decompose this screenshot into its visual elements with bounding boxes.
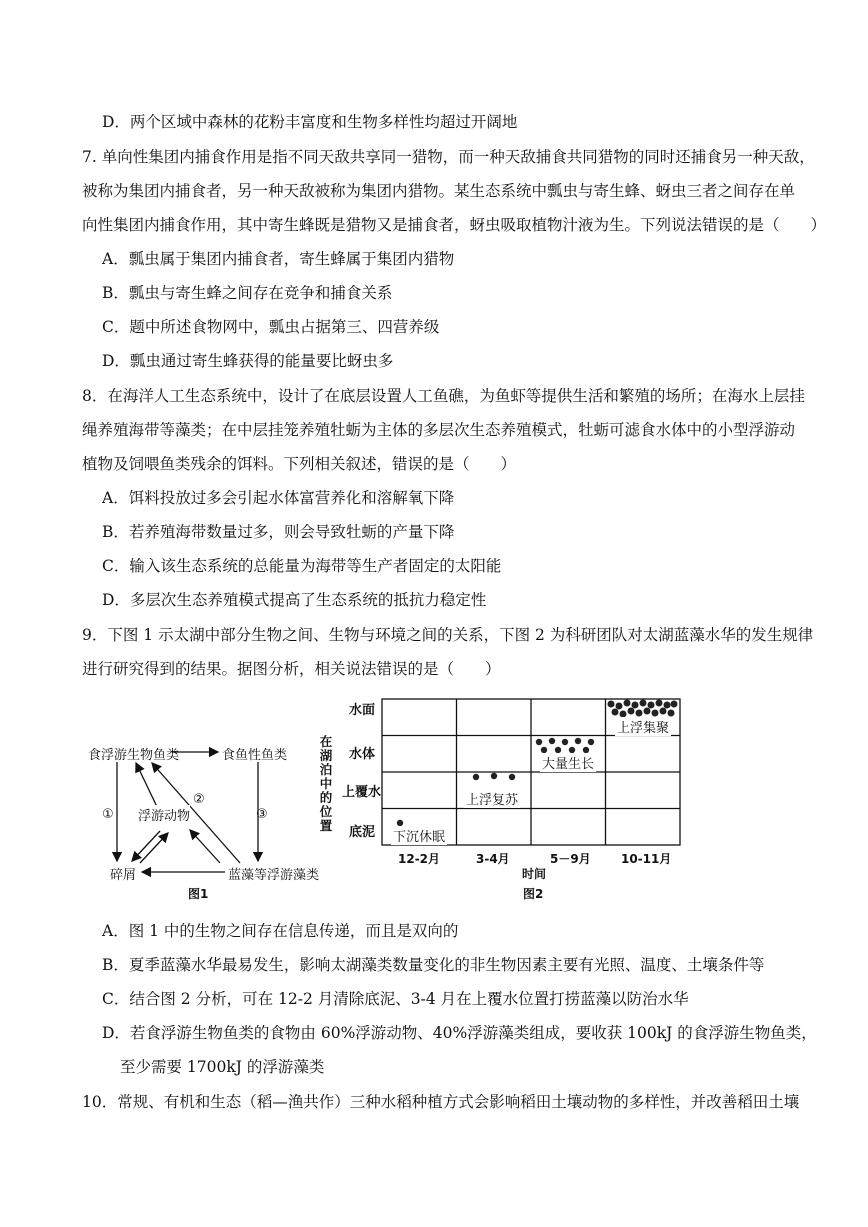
q9-stem-line-2: 进行研究得到的结果。据图分析，相关说法错误的是（ ） (82, 660, 501, 678)
q7-option-c: C．题中所述食物网中，瓢虫占据第三、四营养级 (102, 318, 440, 336)
fig2-note-recovery: 上浮复苏 (464, 789, 520, 808)
q9-option-a: A．图 1 中的生物之间存在信息传递，而且是双向的 (102, 922, 459, 940)
q7-option-b: B．瓢虫与寄生蜂之间存在竞争和捕食关系 (102, 284, 393, 302)
q6-option-d: D．两个区域中森林的花粉丰富度和生物多样性均超过开阔地 (102, 113, 518, 131)
fig1-label-2: ② (193, 792, 205, 807)
fig2-x-tick: 3-4月 (476, 852, 510, 866)
fig2-x-tick: 10-11月 (621, 852, 672, 866)
fig2-row-label: 底泥 (349, 825, 376, 840)
fig1-detritus: 碎屑 (110, 864, 136, 883)
fig2-note-growth: 大量生长 (540, 753, 596, 772)
q7-option-d: D．瓢虫通过寄生蜂获得的能量要比蚜虫多 (102, 352, 394, 370)
q8-stem-line-2: 绳养殖海带等藻类；在中层挂笼养殖牡蛎为主体的多层次生态养殖模式，牡蛎可滤食水体中的小型浮游动 (82, 421, 796, 439)
fig2-row-label: 水体 (349, 747, 376, 762)
fig1-label-3: ③ (256, 807, 268, 822)
q10-stem-line-1: 10．常规、有机和生态（稻—渔共作）三种水稻种植方式会影响稻田土壤动物的多样性，并改善稻田土壤 (82, 1093, 800, 1111)
fig1-planktivorous-fish: 食浮游生物鱼类 (88, 748, 180, 763)
q9-option-c: C．结合图 2 分析，可在 12-2 月清除底泥、3-4 月在上覆水位置打捞蓝藻以防治水华 (102, 990, 689, 1008)
q9-option-d: D．若食浮游生物鱼类的食物由 60%浮游动物、40%浮游藻类组成，要收获 100kJ 的食浮游生物鱼类， (102, 1024, 817, 1042)
fig2-note-aggregation: 上浮集聚 (615, 717, 671, 736)
fig2-caption: 图2 (523, 887, 544, 901)
fig2-x-axis-label: 时间 (522, 867, 547, 881)
fig2-x-tick: 12-2月 (398, 852, 441, 866)
fig1-caption: 图1 (188, 887, 209, 901)
fig2-y-axis-label: 在湖泊中的位置 (319, 734, 333, 833)
q9-option-d-continued: 至少需要 1700kJ 的浮游藻类 (120, 1058, 325, 1076)
fig2-row-label: 水面 (349, 703, 376, 718)
q8-option-d: D．多层次生态养殖模式提高了生态系统的抵抗力稳定性 (102, 591, 487, 609)
q8-stem-line-1: 8．在海洋人工生态系统中，设计了在底层设置人工鱼礁，为鱼虾等提供生活和繁殖的场所；在海水上层挂 (82, 387, 805, 405)
q8-option-b: B．若养殖海带数量过多，则会导致牡蛎的产量下降 (102, 523, 455, 541)
fig1-zooplankton: 浮游动物 (138, 805, 190, 824)
q8-option-a: A．饵料投放过多会引起水体富营养化和溶解氧下降 (102, 489, 455, 507)
fig2-x-tick: 5－9月 (550, 852, 591, 866)
q7-option-a: A．瓢虫属于集团内捕食者，寄生蜂属于集团内猎物 (102, 250, 455, 268)
q7-stem-line-2: 被称为集团内捕食者，另一种天敌被称为集团内猎物。某生态系统中瓢虫与寄生蜂、蚜虫三者之间存在单 (82, 182, 796, 200)
q8-stem-line-3: 植物及饲喂鱼类残余的饵料。下列相关叙述，错误的是（ ） (82, 455, 517, 473)
figure-2 (318, 695, 688, 900)
fig2-note-sinking: 下沉休眠 (391, 826, 447, 845)
fig1-piscivorous-fish: 食鱼性鱼类 (222, 748, 288, 763)
q7-stem-line-3: 向性集团内捕食作用，其中寄生蜂既是猎物又是捕食者，蚜虫吸取植物汁液为生。下列说法错误的是（ ） (82, 216, 827, 234)
fig1-algae: 蓝藻等浮游藻类 (228, 864, 319, 883)
figure-1 (80, 735, 320, 905)
q7-stem-line-1: 7. 单向性集团内捕食作用是指不同天敌共享同一猎物，而一种天敌捕食共同猎物的同时还捕食另一种天敌， (82, 148, 815, 166)
fig2-row-label: 上覆水 (342, 785, 382, 800)
q9-stem-line-1: 9．下图 1 示太湖中部分生物之间、生物与环境之间的关系，下图 2 为科研团队对太湖蓝藻水华的发生规律 (82, 626, 814, 644)
q9-option-b: B．夏季蓝藻水华最易发生，影响太湖藻类数量变化的非生物因素主要有光照、温度、土壤条件等 (102, 956, 765, 974)
q8-option-c: C．输入该生态系统的总能量为海带等生产者固定的太阳能 (102, 557, 502, 575)
fig1-label-1: ① (102, 807, 114, 822)
